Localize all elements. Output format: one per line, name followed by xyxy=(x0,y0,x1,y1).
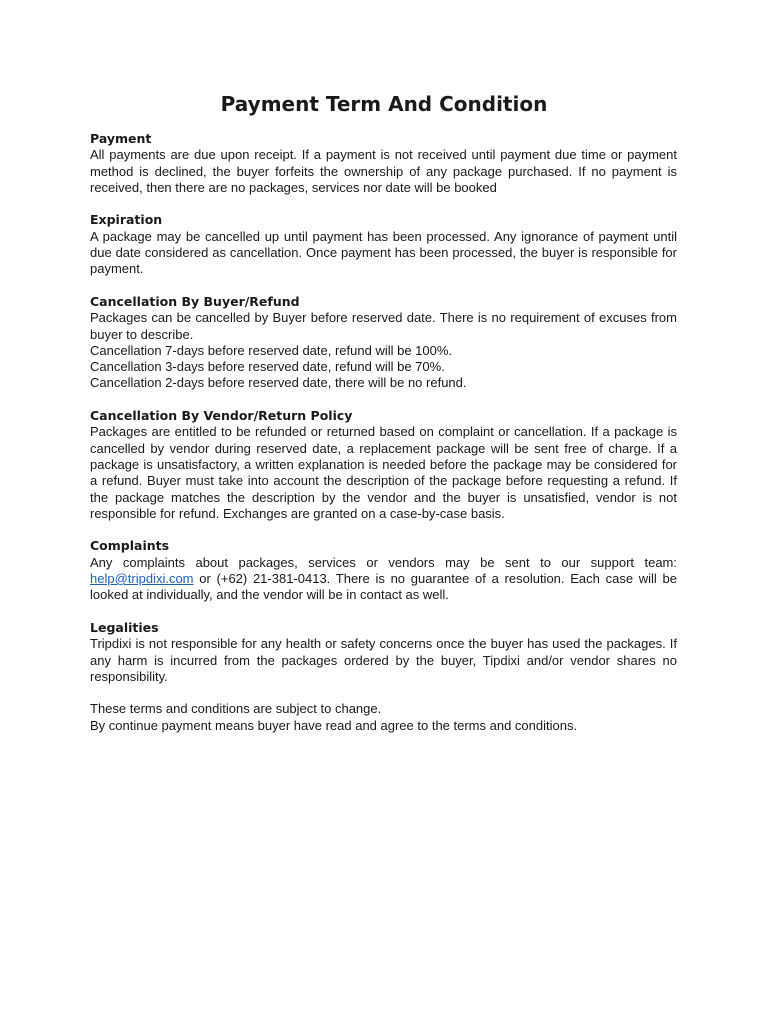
section-heading-cancellation-buyer: Cancellation By Buyer/Refund xyxy=(90,293,300,309)
section-text-payment: All payments are due upon receipt. If a payment is not received until payment due time or payment method is declined, the buyer forfeits the ownership of any package purchased. If no payment is received, then there are no packages, services nor date will be booked xyxy=(90,147,677,195)
refund-rule-7-days: Cancellation 7-days before reserved date, refund will be 100%. xyxy=(90,342,453,358)
support-email-link[interactable]: help@tripdixi.com xyxy=(90,571,194,587)
complaints-text-after: or (+62) 21-381-0413. There is no guarantee of a resolution. Each case will be looked at individually, and the vendor will be in contact as well. xyxy=(90,571,677,603)
section-cancellation-buyer xyxy=(90,294,677,392)
section-complaints xyxy=(90,538,677,603)
closing-line-agreement: By continue payment means buyer have read and agree to the terms and conditions. xyxy=(90,717,578,733)
page-title: Payment Term And Condition xyxy=(220,92,548,116)
section-heading-expiration: Expiration xyxy=(90,212,163,228)
section-text-expiration: A package may be cancelled up until payment has been processed. Any ignorance of payment until due date considered as cancellation. Once payment has been processed, the buyer is responsible for payment. xyxy=(90,228,677,277)
section-heading-cancellation-vendor: Cancellation By Vendor/Return Policy xyxy=(90,408,353,424)
section-heading-legalities: Legalities xyxy=(90,619,159,635)
closing-line-change-notice: These terms and conditions are subject to change. xyxy=(90,701,382,717)
section-payment xyxy=(90,131,677,196)
section-heading-complaints: Complaints xyxy=(90,538,170,554)
refund-rule-2-days: Cancellation 2-days before reserved date, there will be no refund. xyxy=(90,375,467,391)
section-text-complaints xyxy=(90,555,677,604)
section-text-legalities: Tripdixi is not responsible for any health or safety concerns once the buyer has used the packages. If any harm is incurred from the packages ordered by the buyer, Tipdixi and/or vendor shares no responsibility. xyxy=(90,636,677,684)
section-legalities xyxy=(90,620,677,685)
refund-rule-3-days: Cancellation 3-days before reserved date, refund will be 70%. xyxy=(90,359,445,375)
section-cancellation-vendor xyxy=(90,408,677,522)
section-text-cancellation-vendor: Packages are entitled to be refunded or returned based on complaint or cancellation. If a package is cancelled by vendor during reserved date, a replacement package will be sent free of charge. If a package is unsatisfactory, a written explanation is needed before the package may be considered for a refund. Buyer must take into account the description of the package before requesting a refund. If the package matches the description by the vendor and the buyer is unsatisfied, vendor is not responsible for refund. Exchanges are granted on a case-by-case basis. xyxy=(90,424,677,521)
section-expiration xyxy=(90,212,677,277)
complaints-text-before: Any complaints about packages, services or vendors may be sent to our support team: xyxy=(90,554,677,570)
section-closing xyxy=(90,701,677,734)
document-body xyxy=(90,131,677,750)
section-heading-payment: Payment xyxy=(90,131,152,146)
section-text-cancellation-buyer: Packages can be cancelled by Buyer before reserved date. There is no requirement of excuses from buyer to describe. xyxy=(90,310,677,342)
